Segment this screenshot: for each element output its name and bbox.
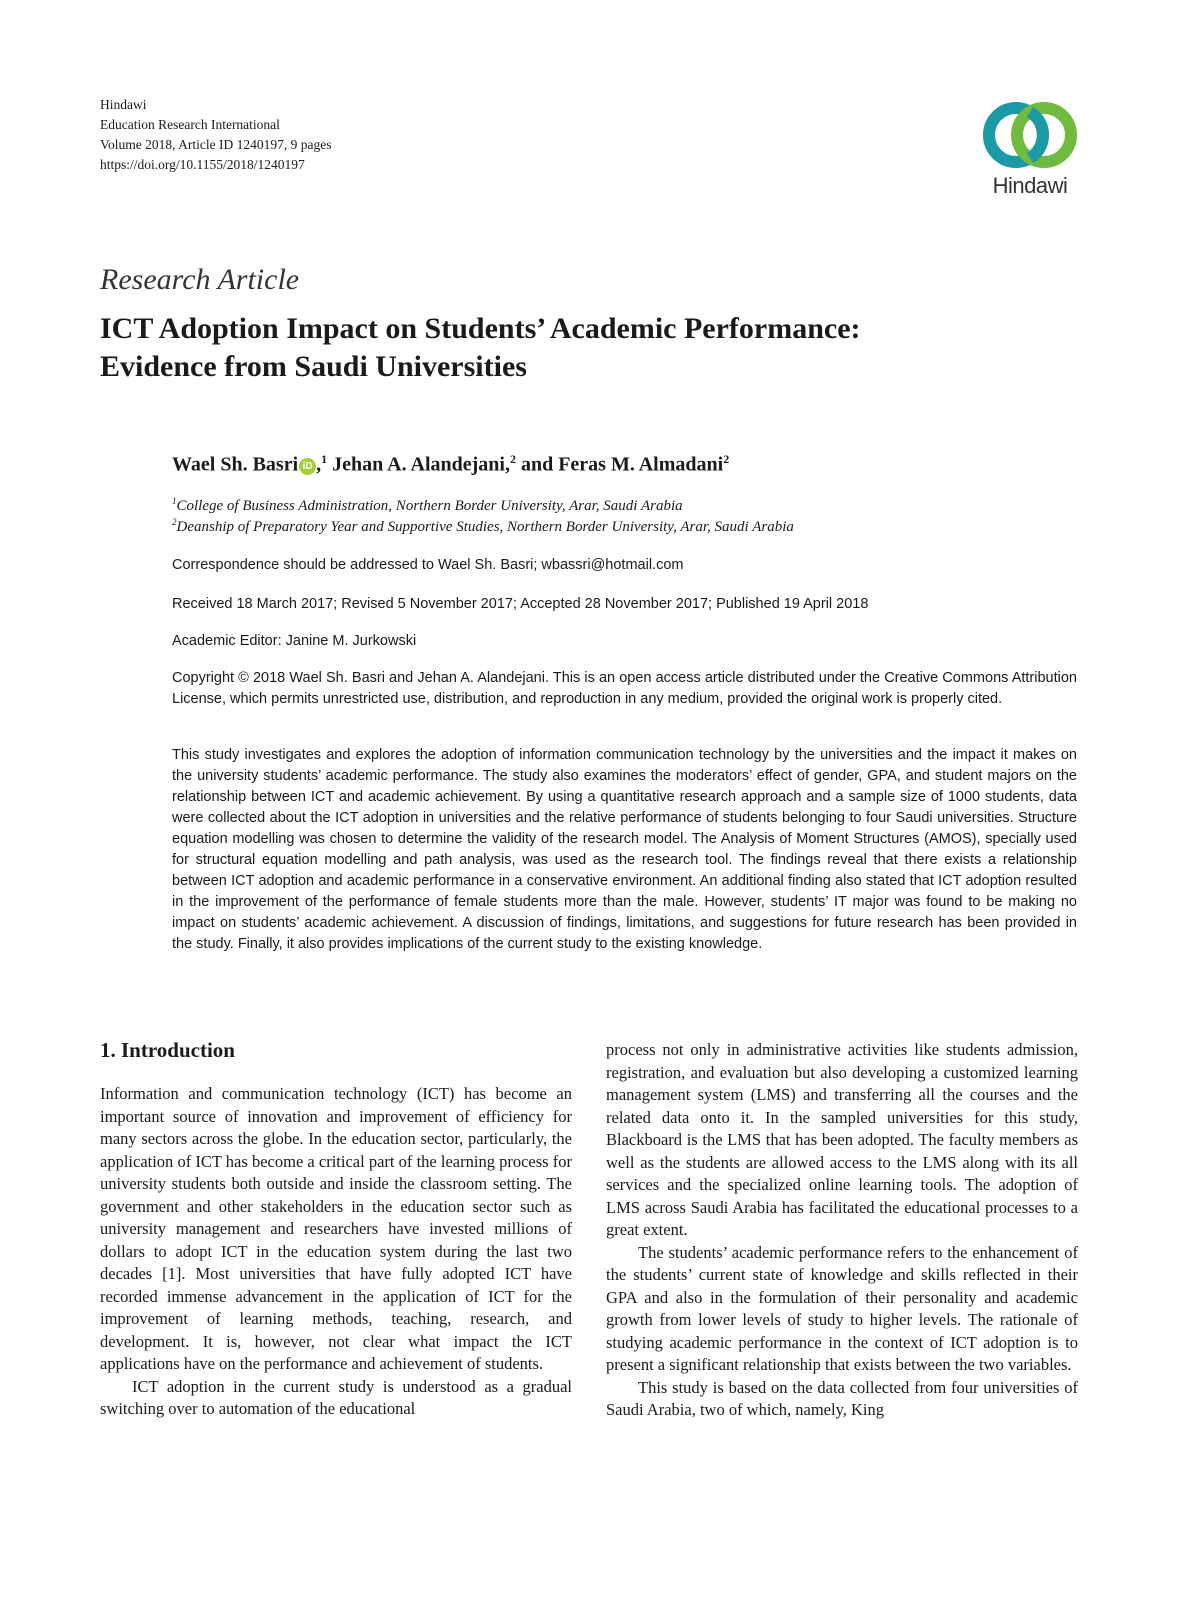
author-2: Jehan A. Alandejani, — [327, 453, 510, 476]
title-line-2: Evidence from Saudi Universities — [100, 350, 527, 383]
author-1-affil: 1 — [321, 452, 328, 466]
author-2-affil: 2 — [509, 452, 516, 466]
affiliation-2 — [172, 517, 794, 536]
volume-info: Volume 2018, Article ID 1240197, 9 pages — [100, 137, 332, 152]
paragraph: Information and communication technology (ICT) has become an important source of innovation and improvement of efficiency for many sectors across the globe. In the education sector, particularly, the application of ICT has become a critical part of the learning process for university students both outside and inside the classroom setting. The government and other stakeholders in the education sector such as university management and researchers have invested millions of dollars to adopt ICT in the education system during the last two decades [1]. Most universities that have fully adopted ICT have recorded immense advancement in the application of ICT for the improvement of learning methods, teaching, research, and development. It is, however, not clear what impact the ICT applications have on the performance and achievement of students. — [100, 1084, 572, 1373]
author-list: Wael Sh. Basri iD ,$^1$ Jehan A. Alandejani,$^2$ and Feras M. Almadani$^2$ — [172, 452, 730, 476]
body-column-left — [100, 1083, 572, 1421]
copyright-notice: Copyright © 2018 Wael Sh. Basri and Jehan A. Alandejani. This is an open access article distributed under the Creative Commons Attribution License, which permits unrestricted use, distribution, and reproduction in any medium, provided the original work is properly cited. — [172, 670, 1077, 707]
paragraph: The students’ academic performance refers to the enhancement of the students’ current state of knowledge and skills reflected in their GPA and also in the formulation of their personality and academic growth from lower levels of study to higher levels. The rationale of studying academic performance in the context of ICT adoption is to present a significant relationship that exists between the two variables. — [606, 1242, 1078, 1374]
correspondence: Correspondence should be addressed to Wael Sh. Basri; wbassri@hotmail.com — [172, 557, 684, 573]
affiliation-1 — [172, 496, 683, 515]
author-3: and Feras M. Almadani — [515, 453, 724, 476]
academic-editor: Academic Editor: Janine M. Jurkowski — [172, 633, 417, 649]
journal-name: Education Research International — [100, 117, 280, 132]
body-column-right — [606, 1039, 1078, 1422]
affiliation-2-number: 2 — [172, 517, 177, 527]
author-1: Wael Sh. Basri — [172, 453, 299, 476]
publication-dates: Received 18 March 2017; Revised 5 November 2017; Accepted 28 November 2017; Published 19 April 2018 — [172, 596, 869, 612]
orcid-icon[interactable]: iD — [299, 458, 316, 475]
article-type: Research Article — [100, 263, 300, 296]
paragraph: This study is based on the data collected from four universities of Saudi Arabia, two of which, namely, King — [606, 1377, 1078, 1419]
doi-link[interactable]: https://doi.org/10.1155/2018/1240197 — [100, 157, 305, 172]
hindawi-logo — [975, 95, 1085, 205]
paragraph: ICT adoption in the current study is understood as a gradual switching over to automation of the educational — [100, 1376, 572, 1418]
affiliation-1-text: College of Business Administration, Northern Border University, Arar, Saudi Arabia — [176, 498, 683, 514]
affiliation-1-number: 1 — [172, 496, 177, 506]
paragraph: process not only in administrative activities like students admission, registration, and evaluation but also developing a customized learning management system (LMS) and transferring all the courses and the related data onto it. In the sampled universities for this study, Blackboard is the LMS that has been adopted. The faculty members as well as the students are allowed access to the LMS along with its all services and the specialized online learning tools. The adoption of LMS across Saudi Arabia has facilitated the educational processes to a great extent. — [606, 1040, 1078, 1239]
publisher-name: Hindawi — [100, 97, 147, 112]
title-line-1: ICT Adoption Impact on Students’ Academic Performance: — [100, 312, 861, 345]
logo-wordmark: Hindawi — [992, 173, 1068, 198]
journal-header — [100, 95, 331, 175]
section-heading: 1. Introduction — [100, 1038, 235, 1062]
affiliation-2-text: Deanship of Preparatory Year and Supportive Studies, Northern Border University, Arar, Saudi Arabia — [176, 519, 794, 535]
article-title — [100, 310, 1060, 386]
author-3-affil: 2 — [723, 452, 730, 466]
hindawi-rings-icon — [975, 95, 1085, 175]
abstract: This study investigates and explores the adoption of information communication technology by the universities and the impact it makes on the university students’ academic performance. The study also examines the moderators’ effect of gender, GPA, and student majors on the relationship between ICT and academic achievement. By using a quantitative research approach and a sample size of 1000 students, data were collected about the ICT adoption in universities and the relative performance of students belonging to four Saudi universities. Structure equation modelling was chosen to determine the validity of the research model. The Analysis of Moment Structures (AMOS), specially used for structural equation modelling and path analysis, was used as the research tool. The findings reveal that there exists a relationship between ICT adoption and academic performance in a conservative environment. An additional finding also stated that ICT adoption resulted in the improvement of the performance of female students more than the male. However, students’ IT major was found to be making no impact on students’ academic achievement. A discussion of findings, limitations, and suggestions for future research has been provided in the study. Finally, it also provides implications of the current study to the existing knowledge. — [172, 747, 1077, 952]
